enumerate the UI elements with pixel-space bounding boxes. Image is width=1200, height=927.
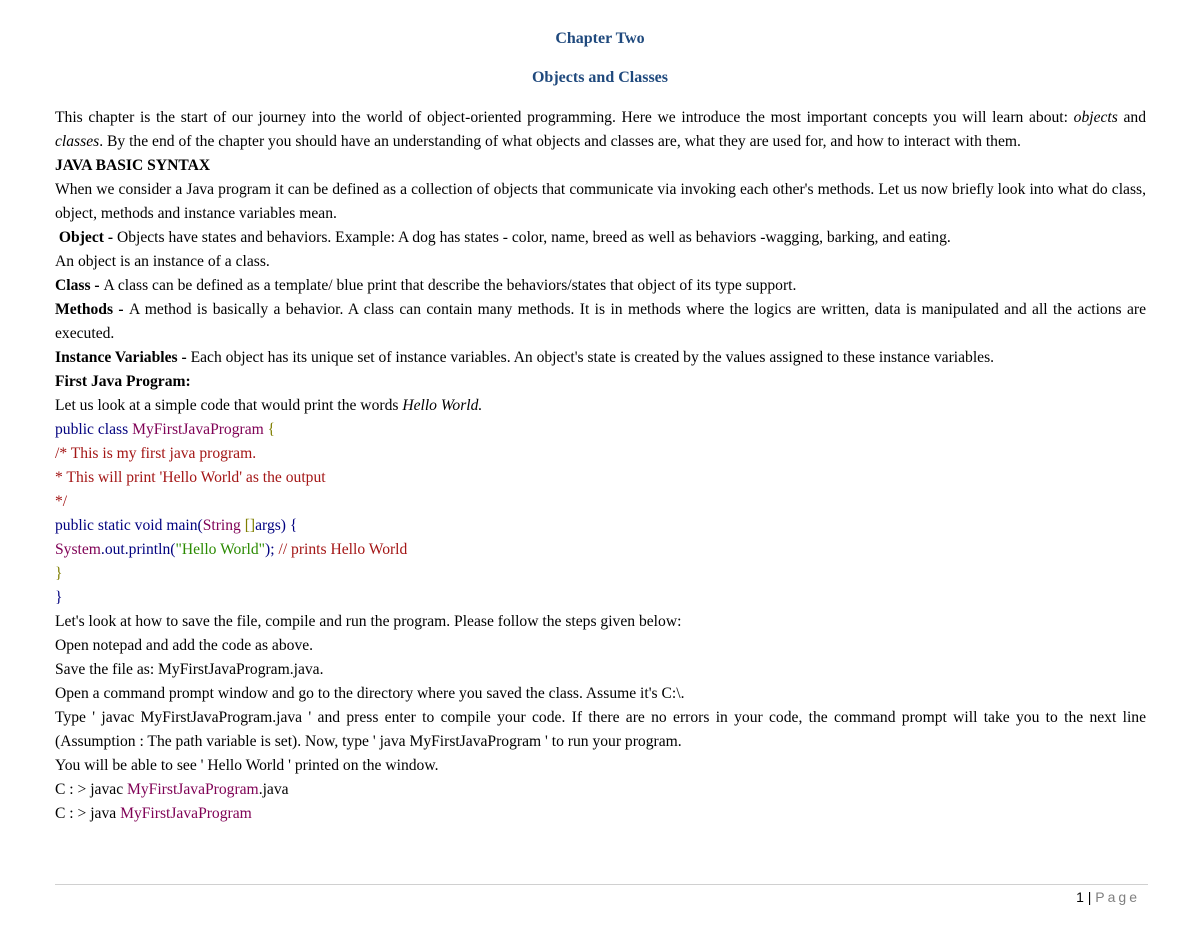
command-prefix: C : > java: [55, 805, 121, 822]
program-intro-em: Hello World.: [402, 397, 483, 414]
command-class-name: MyFirstJavaProgram: [127, 781, 259, 798]
code-keyword: public static void: [55, 517, 167, 534]
class-label: Class -: [55, 277, 104, 294]
code-field: out: [104, 541, 125, 558]
body-content: [55, 106, 1146, 826]
instance-variables-text: Each object has its unique set of instance variables. An object's state is created by the values assigned to these instance variables.: [190, 349, 995, 366]
code-comment-line: * This will print 'Hello World' as the output: [55, 469, 326, 486]
intro-text-end: . By the end of the chapter you should have an understanding of what objects and classes are, what they are used for, and how to interact with them.: [99, 133, 1021, 150]
intro-classes-term: classes: [55, 133, 100, 150]
code-keyword: public class: [55, 421, 133, 438]
code-closing-brace: }: [55, 565, 63, 582]
code-args: args) {: [255, 517, 298, 534]
object-text: Objects have states and behaviors. Example: A dog has states - color, name, breed as well as behaviors -wagging, barking, and eating.: [116, 229, 951, 246]
intro-objects-term: objects: [1073, 109, 1118, 126]
methods-definition: [55, 298, 1146, 346]
chapter-heading: Chapter Two: [555, 30, 645, 47]
object-definition: [55, 226, 1146, 250]
program-intro-text: Let us look at a simple code that would print the words: [55, 397, 403, 414]
code-inline-comment: // prints Hello World: [278, 541, 408, 558]
chapter-title: Objects and Classes: [531, 69, 668, 86]
code-class-name: MyFirstJavaProgram: [132, 421, 264, 438]
footer-divider: [55, 884, 1148, 885]
step-item: Open notepad and add the code as above.: [55, 637, 314, 654]
object-instance-line: An object is an instance of a class.: [55, 253, 270, 270]
code-method: main(: [166, 517, 203, 534]
code-comment-line: /* This is my first java program.: [55, 445, 257, 462]
code-brace: {: [263, 421, 276, 438]
intro-text: This chapter is the start of our journey into the world of object-oriented programming. Here we introduce the most important concepts you will learn about:: [55, 109, 1074, 126]
instance-variables-definition: [55, 346, 1146, 370]
step-item: Open a command prompt window and go to the directory where you saved the class. Assume it's C:\.: [55, 685, 685, 702]
code-class-name: String: [202, 517, 241, 534]
command-suffix: .java: [258, 781, 289, 798]
intro-paragraph: [55, 106, 1146, 154]
code-block: [55, 418, 1146, 610]
code-string: "Hello World": [175, 541, 266, 558]
code-end: );: [265, 541, 279, 558]
code-brackets: []: [240, 517, 256, 534]
methods-text: A method is basically a behavior. A class can contain many methods. It is in methods where the logics are written, data is manipulated and all the actions are executed.: [55, 301, 1146, 342]
code-line: [55, 538, 1146, 562]
object-label: Object -: [58, 229, 117, 246]
class-definition: [55, 274, 1146, 298]
code-dot: .: [100, 541, 105, 558]
page-number: 1: [1076, 889, 1084, 905]
code-comment-line: */: [55, 493, 68, 510]
step-item: You will be able to see ' Hello World ' printed on the window.: [55, 757, 439, 774]
page-footer: [1076, 889, 1140, 905]
program-heading: First Java Program:: [55, 373, 191, 390]
command-prefix: C : > javac: [55, 781, 128, 798]
syntax-paragraph: When we consider a Java program it can be defined as a collection of objects that communicate via invoking each other's methods. Let us now briefly look into what do class, object, methods and instance variables mean.: [55, 181, 1146, 222]
code-line: [55, 418, 1146, 442]
page-label: Page: [1095, 889, 1140, 905]
step-item: Save the file as: MyFirstJavaProgram.java.: [55, 661, 324, 678]
code-call: .println(: [124, 541, 176, 558]
program-intro: [55, 394, 1146, 418]
command-class-name: MyFirstJavaProgram: [120, 805, 252, 822]
code-class-name: System: [55, 541, 101, 558]
intro-and: and: [1117, 109, 1146, 126]
methods-label: Methods -: [55, 301, 129, 318]
class-text: A class can be defined as a template/ blue print that describe the behaviors/states that object of its type support.: [103, 277, 797, 294]
command-line: [55, 802, 1146, 826]
command-line: [55, 778, 1146, 802]
code-closing-brace: }: [55, 589, 63, 606]
page-separator: |: [1083, 889, 1096, 905]
instance-variables-label: Instance Variables -: [55, 349, 191, 366]
code-line: [55, 514, 1146, 538]
step-item: Type ' javac MyFirstJavaProgram.java ' and press enter to compile your code. If there are no errors in your code, the command prompt will take you to the next line (Assumption : The path variable is set). Now, type ' java MyFirstJavaProgram ' to run your program.: [55, 709, 1146, 750]
steps-intro: Let's look at how to save the file, compile and run the program. Please follow the steps given below:: [55, 613, 682, 630]
syntax-heading: JAVA BASIC SYNTAX: [55, 157, 211, 174]
